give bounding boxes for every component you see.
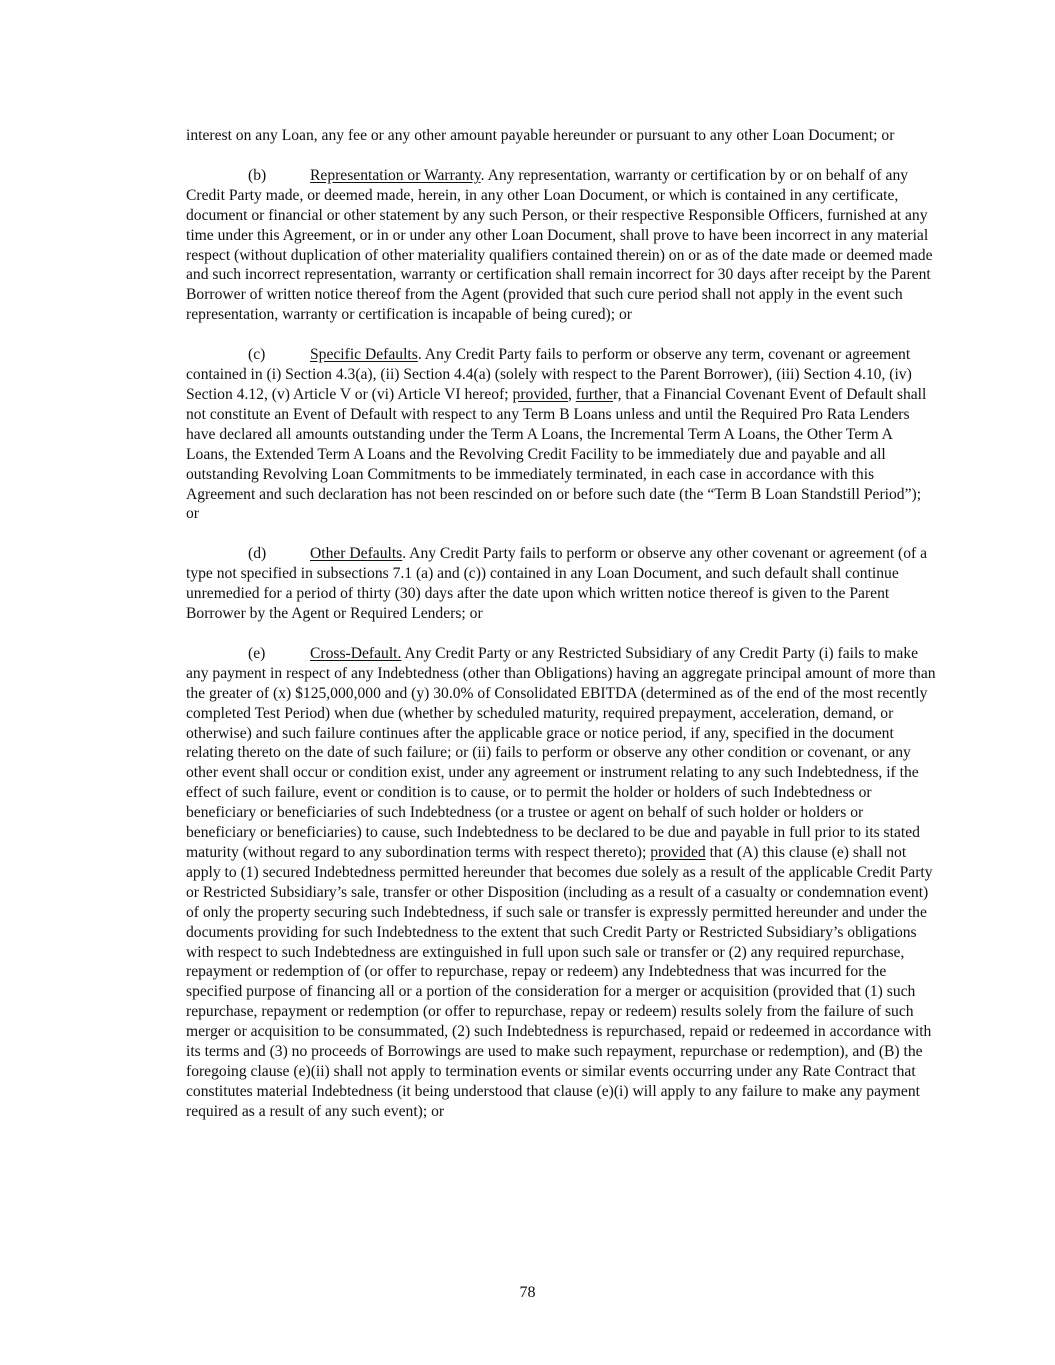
section-c-provided: provided [512, 385, 568, 403]
section-c-further: furthe [575, 385, 613, 403]
lead-text: interest on any Loan, any fee or any other amount payable hereunder or pursuant to any other Loan Document; or [186, 127, 895, 144]
section-d [186, 544, 936, 624]
lead-paragraph [186, 126, 936, 146]
section-b-heading-punct: . [480, 166, 485, 184]
section-c-label: (c) [248, 346, 266, 364]
section-b-heading: Representation or Warranty [310, 166, 481, 184]
section-b-body: Any representation, warranty or certification by or on behalf of any Credit Party made, or deemed made, herein, in any other Loan Document, or which is contained in any certificate, document or financial or other statement by any such Person, or their respective Responsible Officers, furnished at any time under this Agreement, or in or under any other Loan Document, shall prove to have been incorrect in any material respect (without duplication of other materiality qualifiers contained therein) on or as of the date made or deemed made and such incorrect representation, warranty or certification shall remain incorrect for 30 days after receipt by the Parent Borrower of written notice thereof from the Agent (provided that such cure period shall not apply in the event such representation, warranty or certification is incapable of being cured); or [186, 166, 933, 324]
section-e-body-1: Any Credit Party or any Restricted Subsidiary of any Credit Party (i) fails to make any payment in respect of any Indebtedness (other than Obligations) having an aggregate principal amount of more than the greater of (x) $125,000,000 and (y) 30.0% of Consolidated EBITDA (determined as of the end of the most recently completed Test Period) when due (whether by scheduled maturity, required prepayment, acceleration, demand, or otherwise) and such failure continues after the applicable grace or notice period, if any, specified in the document relating thereto on the date of such failure; or (ii) fails to perform or observe any other condition or covenant, or any other event shall occur or condition exist, under any agreement or instrument relating to any such Indebtedness, if the effect of such failure, event or condition is to cause, or to permit the holder or holders of such Indebtedness or beneficiary or beneficiaries of such Indebtedness (or a trustee or agent on behalf of such holder or holders or beneficiary or beneficiaries) to cause, such Indebtedness to be declared to be due and payable in full prior to its stated maturity (without regard to any subordination terms with respect thereto); [186, 644, 936, 861]
section-e-heading: Cross-Default. [310, 644, 402, 662]
section-d-heading: Other Defaults [310, 545, 403, 563]
section-e [186, 644, 936, 1122]
section-d-heading-punct: . [402, 545, 407, 563]
section-c-heading: Specific Defaults [310, 346, 418, 364]
section-d-label: (d) [248, 545, 267, 563]
section-e-provided: provided [650, 844, 706, 861]
section-c [186, 345, 936, 524]
section-c-separator: , [567, 385, 576, 403]
section-b [186, 166, 936, 325]
section-d-body: Any Credit Party fails to perform or observe any other covenant or agreement (of a type not specified in subsections 7.1 (a) and (c)) contained in any Loan Document, and such default shall continue unremedied for a period of thirty (30) days after the date upon which written notice thereof is given to the Parent Borrower by the Agent or Required Lenders; or [186, 545, 928, 623]
document-page [186, 126, 936, 1142]
page-number: 78 [519, 1284, 536, 1301]
section-e-body-2: that (A) this clause (e) shall not apply to (1) secured Indebtedness permitted hereunder that becomes due solely as a result of the applicable Credit Party or Restricted Subsidiary’s sale, transfer or other Disposition (including as a result of a casualty or condemnation event) of only the property securing such Indebtedness, if such sale or transfer is expressly permitted hereunder and under the documents providing for such Indebtedness to the extent that such Credit Party or Restricted Subsidiary’s obligations with respect to such Indebtedness are extinguished in full upon such sale or transfer or (2) any required repurchase, repayment or redemption of (or offer to repurchase, repay or redeem) any Indebtedness that was incurred for the specified purpose of financing all or a portion of the consideration for a merger or acquisition (provided that (1) such repurchase, repayment or redemption (or offer to repurchase, repay or redeem) results solely from the failure of such merger or acquisition to be consummated, (2) such Indebtedness is repurchased, repaid or redeemed in accordance with its terms and (3) no proceeds of Borrowings are used to make such repayment, repurchase or redemption), and (B) the foregoing clause (e)(ii) shall not apply to termination events or similar events occurring under any Rate Contract that constitutes material Indebtedness (it being understood that clause (e)(i) will apply to any failure to make any payment required as a result of any such event); or [186, 844, 933, 1120]
section-b-label: (b) [248, 166, 267, 184]
section-c-body-2: r, that a Financial Covenant Event of Default shall not constitute an Event of Default with respect to any Term B Loans unless and until the Required Pro Rata Lenders have declared all amounts outstanding under the Term A Loans, the Incremental Term A Loans, the Other Term A Loans, the Extended Term A Loans and the Revolving Credit Facility to be immediately due and payable and all outstanding Revolving Loan Commitments to be immediately terminated, in each case in accordance with this Agreement and such declaration has not been rescinded on or before such date (the “Term B Loan Standstill Period”); or [186, 385, 927, 523]
section-e-label: (e) [248, 644, 266, 662]
section-c-body-1: Any Credit Party fails to perform or observe any term, covenant or agreement contained in (i) Section 4.3(a), (ii) Section 4.4(a) (solely with respect to the Parent Borrower), (iii) Section 4.10, (iv) Section 4.12, (v) Article V or (vi) Article VI hereof; [186, 346, 912, 403]
section-c-heading-punct: . [417, 346, 422, 364]
